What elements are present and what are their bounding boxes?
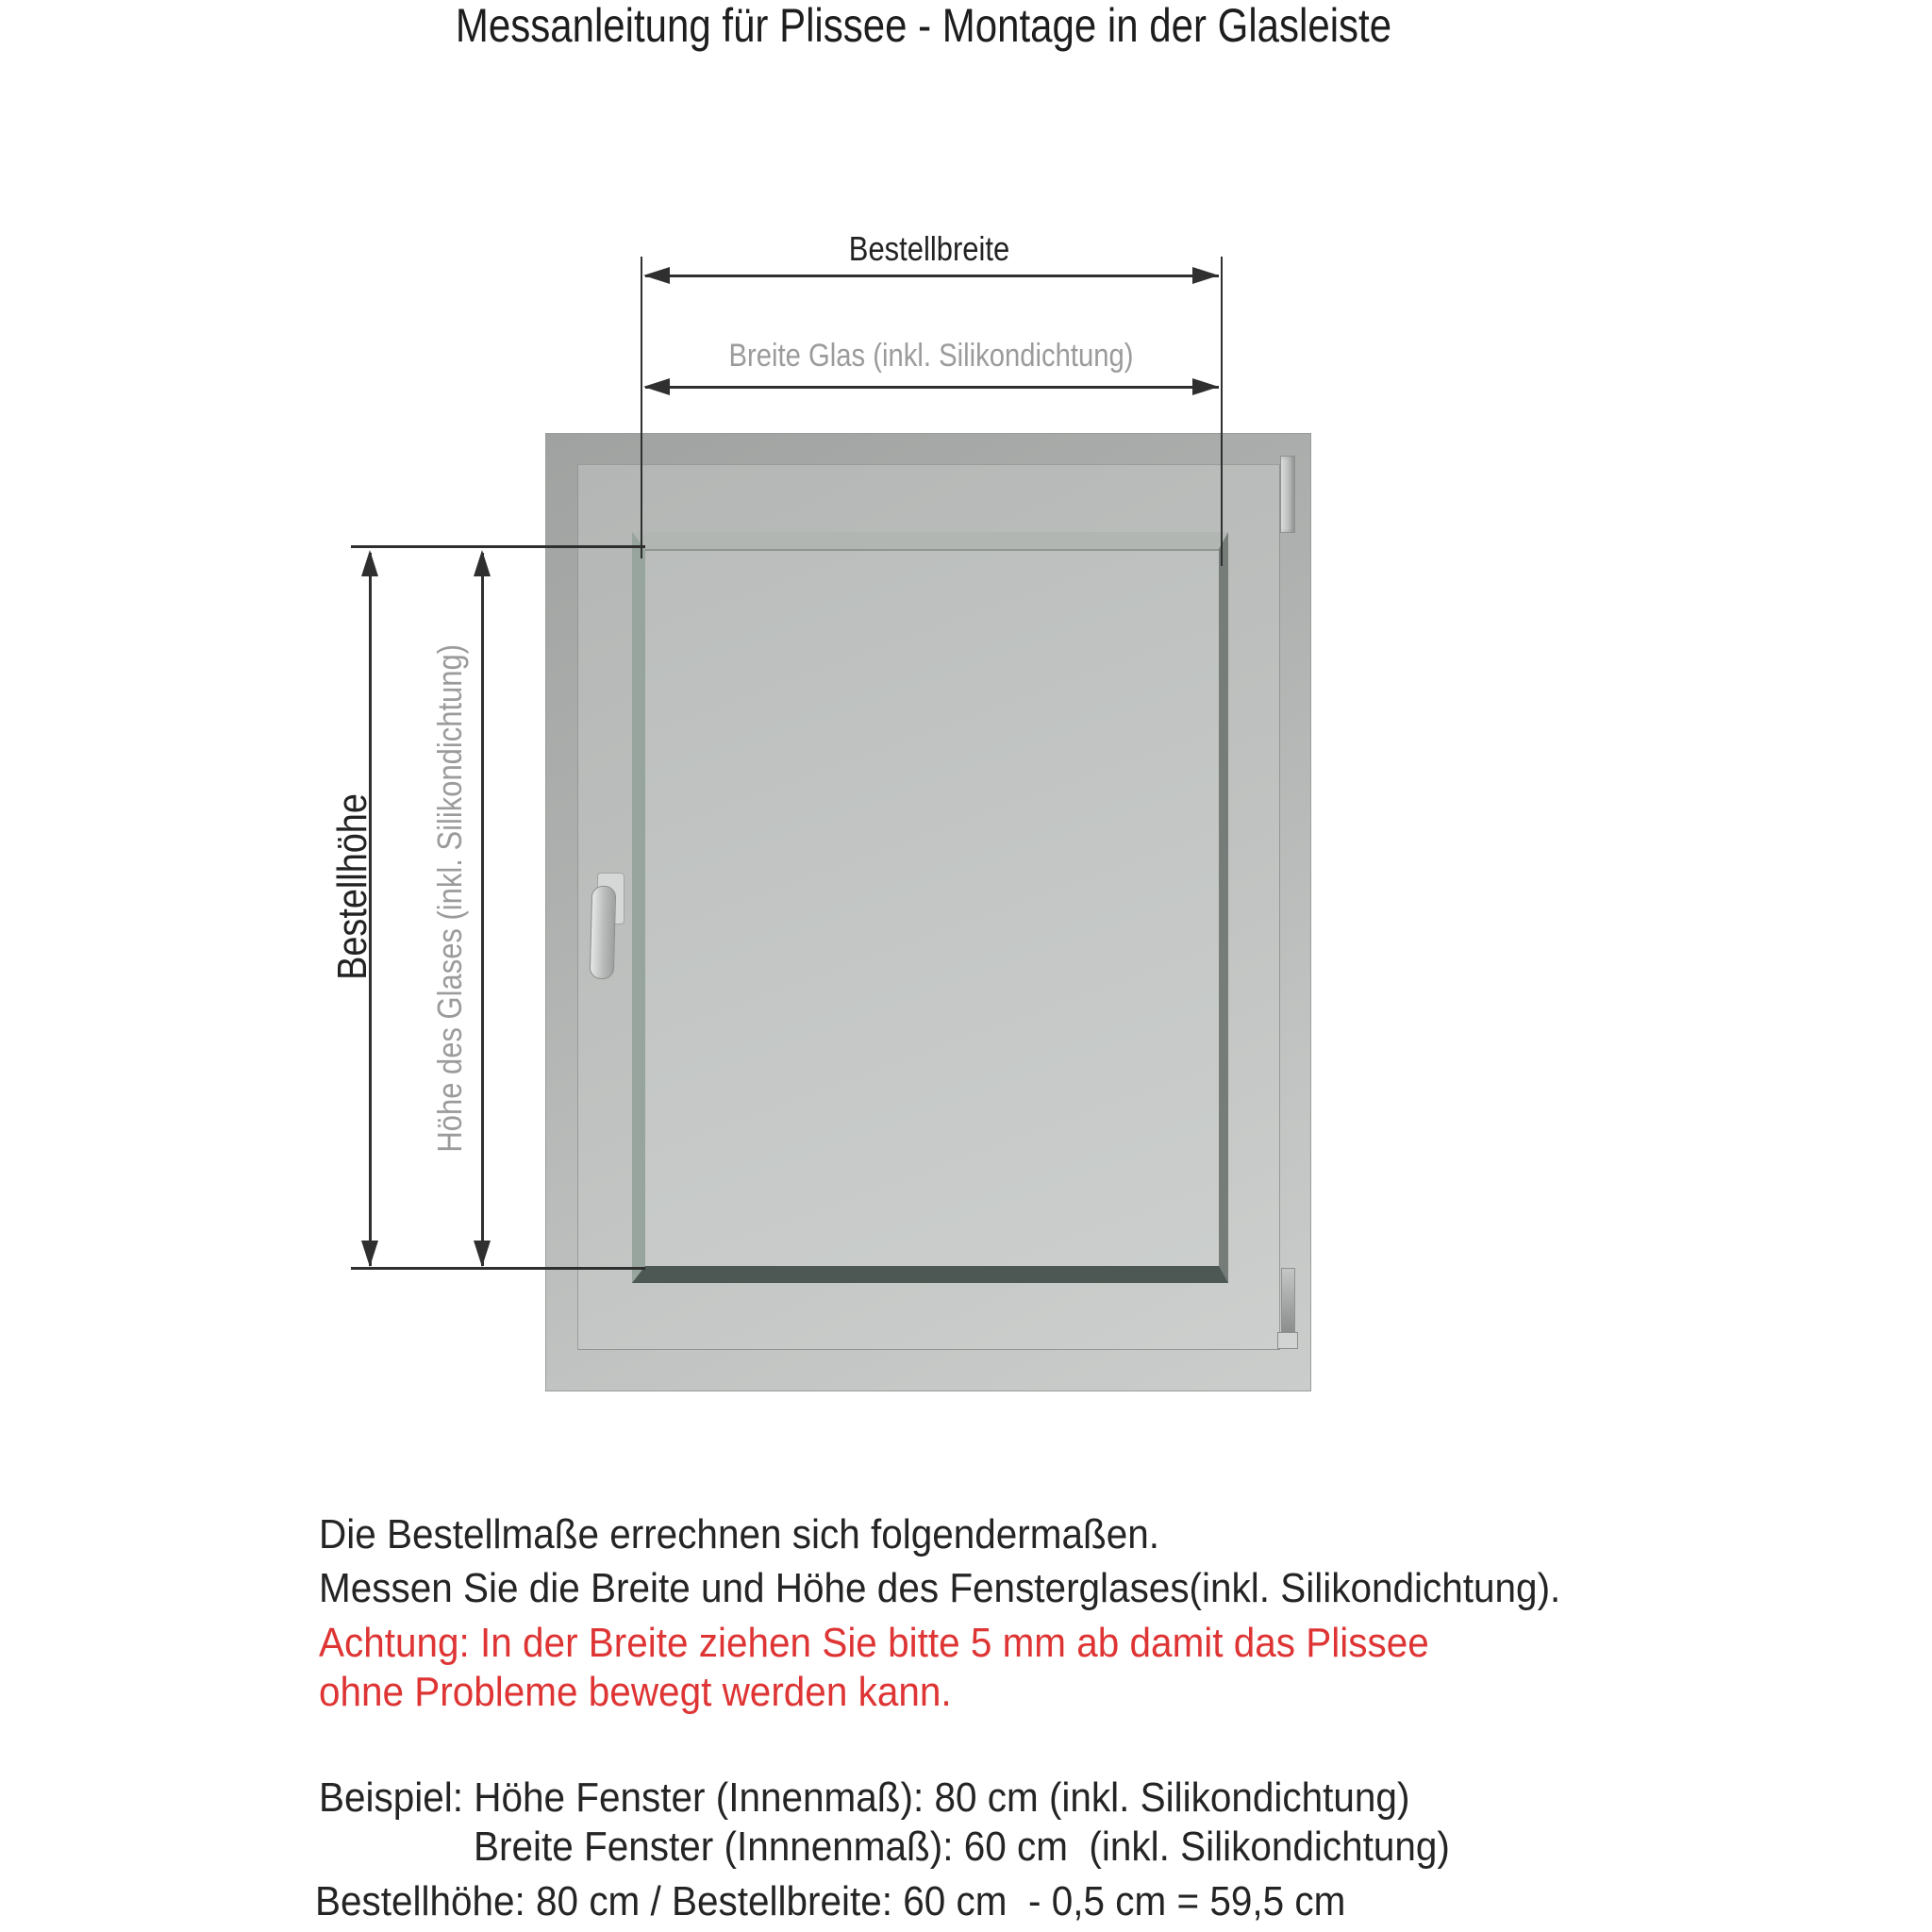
example-line-1: Beispiel: Höhe Fenster (Innenmaß): 80 cm (inkl. Silikondichtung) bbox=[319, 1774, 1410, 1821]
arrowhead-left-icon bbox=[643, 378, 670, 395]
arrowhead-left-icon bbox=[643, 267, 670, 284]
example-line-2: Breite Fenster (Innnenmaß): 60 cm (inkl. Silikondichtung) bbox=[474, 1824, 1450, 1870]
window-glass bbox=[632, 532, 1228, 1283]
window-hinge-top bbox=[1280, 456, 1295, 533]
hoehe-glas-arrow-line bbox=[481, 553, 484, 1266]
instruction-line-2: Messen Sie die Breite und Höhe des Fensterglases(inkl. Silikondichtung). bbox=[319, 1565, 1561, 1611]
window-handle bbox=[590, 886, 617, 980]
arrowhead-down-icon bbox=[474, 1241, 491, 1267]
warning-line-1: Achtung: In der Breite ziehen Sie bitte 5 mm ab damit das Plissee bbox=[319, 1620, 1429, 1666]
page-title: Messanleitung für Plissee - Montage in der Glasleiste bbox=[455, 0, 1392, 52]
instruction-line-1: Die Bestellmaße errechnen sich folgendermaßen. bbox=[319, 1511, 1160, 1557]
example-line-3: Bestellhöhe: 80 cm / Bestellbreite: 60 cm - 0,5 cm = 59,5 cm bbox=[315, 1878, 1346, 1924]
tick-line-top bbox=[351, 545, 645, 548]
label-hoehe-glas: Höhe des Glases (inkl. Silikondichtung) bbox=[430, 643, 469, 1153]
warning-line-2: ohne Probleme bewegt werden kann. bbox=[319, 1669, 952, 1715]
arrowhead-right-icon bbox=[1192, 378, 1219, 395]
label-breite-glas: Breite Glas (inkl. Silikondichtung) bbox=[728, 338, 1134, 374]
window-hinge-foot bbox=[1277, 1332, 1298, 1349]
extension-line-left bbox=[641, 257, 642, 558]
label-bestellhoehe: Bestellhöhe bbox=[329, 793, 375, 980]
arrowhead-down-icon bbox=[361, 1241, 378, 1267]
bestellbreite-arrow-line bbox=[645, 275, 1219, 277]
window-hinge-bottom bbox=[1281, 1268, 1295, 1338]
arrowhead-up-icon bbox=[361, 550, 378, 576]
label-bestellbreite: Bestellbreite bbox=[848, 229, 1010, 268]
breite-glas-arrow-line bbox=[645, 386, 1219, 389]
extension-line-right bbox=[1221, 257, 1223, 566]
arrowhead-right-icon bbox=[1192, 267, 1219, 284]
tick-line-bottom bbox=[351, 1267, 645, 1270]
arrowhead-up-icon bbox=[474, 550, 491, 576]
